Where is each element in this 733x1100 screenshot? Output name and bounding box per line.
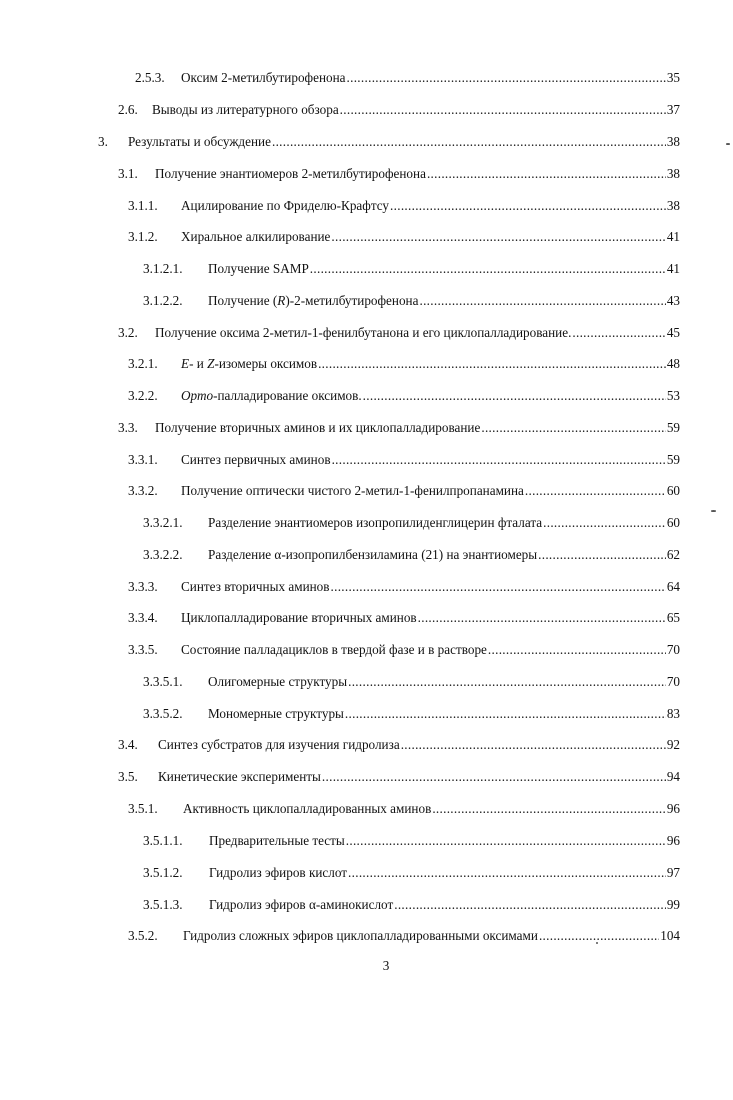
dot-leader — [322, 769, 666, 785]
toc-entry-title: Разделение энантиомеров изопропилиденглицерин фталата — [208, 515, 543, 530]
dot-leader — [539, 928, 659, 944]
toc-entry-number: 3.3.5. — [128, 642, 158, 657]
toc-entry-page: 59 — [666, 452, 680, 467]
toc-entry-page: 38 — [666, 198, 680, 213]
toc-entry-number: 3.1. — [118, 166, 138, 181]
toc-entry-number: 3.2.1. — [128, 356, 158, 371]
toc-entry-title: Циклопалладирование вторичных аминов — [181, 610, 417, 625]
toc-entry-number: 3.1.2.2. — [143, 293, 183, 308]
page-number: 3 — [382, 958, 390, 973]
toc-entry-number: 3.1.1. — [128, 198, 158, 213]
toc-entry — [143, 547, 680, 563]
dot-leader — [332, 452, 666, 468]
toc-entry — [128, 483, 680, 499]
toc-entry-page: 43 — [666, 293, 680, 308]
dot-leader — [331, 579, 666, 595]
dot-leader — [340, 102, 666, 118]
toc-entry-title: Получение SAMP — [208, 261, 309, 276]
toc-entry-title: Орто-палладирование оксимов. — [181, 388, 362, 403]
toc-entry-page: 94 — [666, 769, 680, 784]
toc-entry-number: 3.1.2.1. — [143, 261, 183, 276]
toc-entry-page: 96 — [666, 833, 680, 848]
toc-entry — [128, 610, 680, 626]
toc-entry — [143, 515, 680, 531]
toc-entry — [128, 801, 680, 817]
scan-speck — [726, 143, 730, 145]
toc-entry — [118, 166, 680, 182]
toc-entry-page: 41 — [666, 261, 680, 276]
toc-entry-number: 3.3.2.1. — [143, 515, 183, 530]
dot-leader — [347, 70, 666, 86]
toc-entry-page: 53 — [666, 388, 680, 403]
toc-entry — [128, 388, 680, 404]
toc-entry-page: 70 — [666, 674, 680, 689]
toc-entry — [143, 674, 680, 690]
toc-entry-page: 60 — [666, 483, 680, 498]
dot-leader — [363, 388, 666, 404]
toc-entry-title: Получение энантиомеров 2-метилбутирофенона — [155, 166, 426, 181]
toc-entry-number: 3.4. — [118, 737, 138, 752]
toc-entry-title: Получение вторичных аминов и их циклопалладирование — [155, 420, 481, 435]
toc-entry-page: 48 — [666, 356, 680, 371]
toc-entry-page: 65 — [666, 610, 680, 625]
toc-entry — [143, 897, 680, 913]
dot-leader — [572, 325, 665, 341]
toc-entry-title: Синтез первичных аминов — [181, 452, 331, 467]
toc-entry-number: 3.5.1.3. — [143, 897, 183, 912]
toc-entry-title: Гидролиз эфиров кислот — [209, 865, 348, 880]
toc-entry — [118, 420, 680, 436]
toc-entry-title: Активность циклопалладированных аминов — [183, 801, 432, 816]
toc-entry — [135, 70, 680, 86]
toc-entry — [143, 706, 680, 722]
dot-leader — [346, 833, 666, 849]
toc-entry — [128, 642, 680, 658]
toc-entry — [118, 325, 680, 341]
toc-entry-number: 2.5.3. — [135, 70, 165, 85]
toc-entry-page: 38 — [666, 134, 680, 149]
toc-entry-number: 3. — [98, 134, 108, 149]
toc-entry-page: 96 — [666, 801, 680, 816]
toc-entry — [128, 356, 680, 372]
toc-entry-page: 41 — [666, 229, 680, 244]
scan-speck — [711, 510, 716, 512]
toc-entry-page: 45 — [666, 325, 680, 340]
toc-entry-page: 38 — [666, 166, 680, 181]
dot-leader — [318, 356, 666, 372]
dot-leader — [394, 897, 666, 913]
toc-entry-number: 3.5.1.1. — [143, 833, 183, 848]
toc-entry-number: 3.3.1. — [128, 452, 158, 467]
toc-entry — [143, 833, 680, 849]
dot-leader — [348, 674, 666, 690]
toc-entry-title: Синтез субстратов для изучения гидролиза — [158, 737, 400, 752]
toc-entry-page: 99 — [666, 897, 680, 912]
dot-leader — [427, 166, 666, 182]
toc-entry-title: Выводы из литературного обзора — [152, 102, 339, 117]
toc-entry-title: Мономерные структуры — [208, 706, 344, 721]
toc-entry-title: Состояние палладациклов в твердой фазе и в растворе — [181, 642, 487, 657]
toc-entry-number: 3.1.2. — [128, 229, 158, 244]
toc-entry-number: 3.3.4. — [128, 610, 158, 625]
toc-entry-title: E- и Z-изомеры оксимов — [181, 356, 318, 371]
toc-entry — [118, 737, 680, 753]
dot-leader — [525, 483, 666, 499]
toc-entry-title: Разделение α-изопропилбензиламина (21) на энантиомеры — [208, 547, 538, 562]
toc-entry — [118, 769, 680, 785]
toc-entry-page: 35 — [666, 70, 680, 85]
toc-entry-title: Результаты и обсуждение — [128, 134, 271, 149]
toc-entry-number: 3.3.2. — [128, 483, 158, 498]
toc-entry-page: 83 — [666, 706, 680, 721]
dot-leader — [345, 706, 666, 722]
toc-entry — [143, 261, 680, 277]
toc-entry-number: 3.2.2. — [128, 388, 158, 403]
dot-leader — [488, 642, 666, 658]
dot-leader — [481, 420, 665, 436]
toc-entry-page: 37 — [666, 102, 680, 117]
toc-entry — [118, 102, 680, 118]
toc-entry-number: 3.5. — [118, 769, 138, 784]
toc-entry-page: 70 — [666, 642, 680, 657]
toc-entry-page: 97 — [666, 865, 680, 880]
toc-entry-title: Олигомерные структуры — [208, 674, 348, 689]
dot-leader — [432, 801, 666, 817]
toc-entry-number: 2.6. — [118, 102, 138, 117]
dot-leader — [310, 261, 666, 277]
toc-entry-number: 3.3.5.2. — [143, 706, 183, 721]
toc-entry-page: 60 — [666, 515, 680, 530]
dot-leader — [419, 293, 665, 309]
toc-entry-title: Хиральное алкилирование — [181, 229, 331, 244]
toc-entry-title: Получение (R)-2-метилбутирофенона — [208, 293, 419, 308]
toc-entry-page: 64 — [666, 579, 680, 594]
toc-entry-number: 3.3. — [118, 420, 138, 435]
toc-entry-number: 3.5.1. — [128, 801, 158, 816]
dot-leader — [418, 610, 666, 626]
dot-leader — [401, 737, 666, 753]
toc-entry-page: 104 — [660, 928, 680, 943]
toc-entry-title: Гидролиз эфиров α-аминокислот — [209, 897, 394, 912]
scan-speck — [596, 942, 598, 944]
toc-entry-number: 3.3.2.2. — [143, 547, 183, 562]
toc-entry — [143, 865, 680, 881]
dot-leader — [390, 198, 666, 214]
toc-entry-title: Оксим 2-метилбутирофенона — [181, 70, 346, 85]
toc-entry-title: Синтез вторичных аминов — [181, 579, 330, 594]
dot-leader — [348, 865, 666, 881]
toc-entry-number: 3.3.5.1. — [143, 674, 183, 689]
toc-entry-page: 92 — [666, 737, 680, 752]
toc-entry — [143, 293, 680, 309]
toc-entry — [128, 452, 680, 468]
dot-leader — [331, 229, 665, 245]
toc-entry-title: Ацилирование по Фриделю-Крафтсу — [181, 198, 390, 213]
dot-leader — [543, 515, 666, 531]
toc-entry-title: Кинетические эксперименты — [158, 769, 321, 784]
toc-entry-page: 59 — [666, 420, 680, 435]
toc-entry-number: 3.3.3. — [128, 579, 158, 594]
toc-entry-title: Получение оксима 2-метил-1-фенилбутанона и его циклопалладирование. — [155, 325, 572, 340]
toc-entry-number: 3.5.1.2. — [143, 865, 183, 880]
toc-entry-page: 62 — [666, 547, 680, 562]
toc-entry — [128, 229, 680, 245]
toc-entry — [128, 579, 680, 595]
toc-entry-number: 3.5.2. — [128, 928, 158, 943]
toc-entry — [98, 134, 680, 150]
toc-entry-number: 3.2. — [118, 325, 138, 340]
toc-entry-title: Гидролиз сложных эфиров циклопалладированными оксимами — [183, 928, 538, 943]
dot-leader — [538, 547, 666, 563]
toc-entry-title: Предварительные тесты — [209, 833, 345, 848]
toc-entry — [128, 198, 680, 214]
toc-entry-title: Получение оптически чистого 2-метил-1-фенилпропанамина — [181, 483, 524, 498]
dot-leader — [272, 134, 666, 150]
